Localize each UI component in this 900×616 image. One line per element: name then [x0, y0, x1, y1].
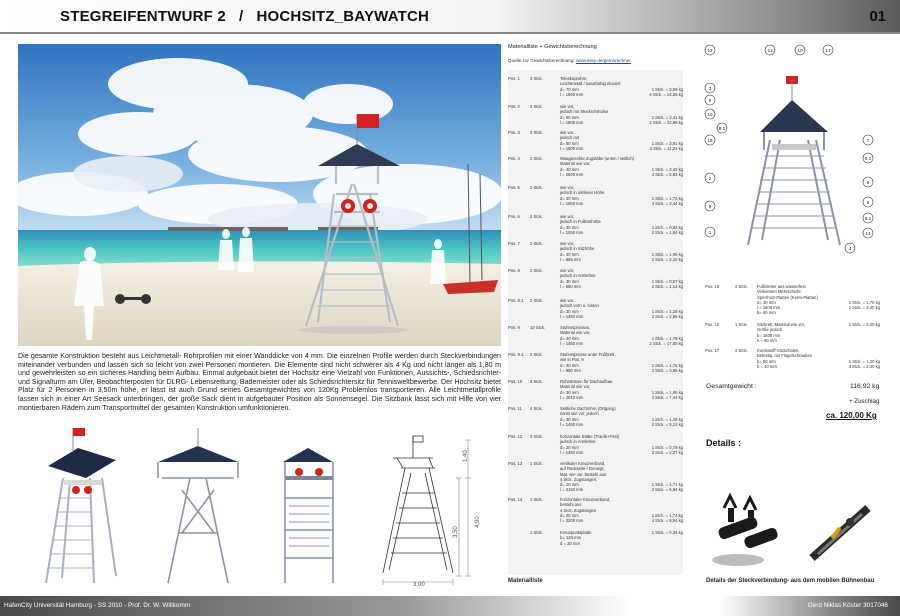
connector-detail-2	[812, 508, 868, 558]
material-desc-line: Material wie vor,	[560, 384, 591, 390]
material-desc-line: d= 30 mm	[757, 299, 776, 305]
material-pos: Pos. 13	[508, 461, 523, 466]
material-qty: 10 Stck.	[530, 325, 546, 330]
material-pos: Pos. 3	[508, 130, 520, 135]
material-table	[508, 70, 683, 575]
material-weight	[640, 185, 683, 206]
position-marker-label: 3	[708, 85, 712, 91]
dim-4-90: 4,90	[475, 516, 481, 528]
material-desc-line: l = 1450 mm	[560, 421, 584, 427]
material-desc-line: wie vor,	[560, 214, 575, 219]
material-qty: 3 Stck.	[530, 434, 543, 439]
position-marker-label: 8.1	[718, 125, 726, 131]
material-weight-line: 1 Stck. = 1,05 kg	[651, 251, 683, 257]
material-desc-line: auf Rückseite / Geneigt,	[560, 466, 605, 472]
material-pos: Pos. 17	[705, 348, 720, 353]
material-desc-line: jedoch mit	[560, 135, 580, 141]
material-qty: 2 Stck.	[530, 298, 543, 303]
material-weight	[838, 284, 880, 316]
material-weight-line: 4 Stck. = 13,86 kg	[649, 119, 683, 125]
total-weight-label: Gesamtgewicht :	[706, 383, 757, 390]
connector-detail-1	[712, 496, 779, 566]
material-desc-line: d= 40 mm	[560, 251, 579, 257]
material-desc-line: l = 950 mm	[560, 367, 581, 373]
tower-views	[18, 418, 501, 588]
material-desc-line: b= 60 mm	[757, 310, 776, 316]
material-desc-line: l = 650 mm	[560, 283, 581, 289]
material-weight-line: 1 Stck. = 1,28 kg	[651, 416, 683, 422]
material-pos: Pos. 7	[508, 241, 520, 246]
material-weight	[640, 352, 683, 373]
material-weight-line: 1 Stck. = 0,92 kg	[651, 224, 683, 230]
material-qty: 4 Stck.	[530, 406, 543, 411]
material-qty: 4 Stck.	[530, 379, 543, 384]
material-desc-line: wie vor,	[560, 298, 575, 303]
material-weight-line: 1 Stck. = 1,86 kg	[651, 389, 683, 395]
material-pos: Pos. 1	[508, 76, 520, 81]
material-desc	[560, 130, 638, 151]
material-desc-line: l = 1050 mm	[560, 229, 584, 235]
material-desc	[560, 241, 638, 262]
material-weight-line: 2 Stck. = 6,84 kg	[651, 487, 683, 493]
position-marker-label: 15	[707, 111, 713, 117]
material-weight	[640, 406, 683, 427]
material-qty: 2 Stck.	[735, 284, 748, 289]
material-qty: 2 Stck.	[530, 214, 543, 219]
material-desc-line: d= 40 mm	[560, 362, 579, 368]
header-bar	[0, 0, 900, 34]
material-desc	[560, 214, 638, 235]
material-weight-line: 2 Stck. = 5,12 kg	[651, 421, 683, 427]
position-marker-label: 12	[707, 47, 713, 53]
material-weight-line: 1 Stck. = 3,59 kg	[651, 86, 683, 92]
page-number: 01	[869, 8, 886, 25]
material-pos: Pos. 15	[705, 284, 720, 289]
material-desc-line: jedoch in Fußtrethöhe	[560, 219, 601, 225]
material-desc	[757, 322, 837, 343]
material-weight-line: 1 Stck. = 1,20 kg	[848, 358, 880, 364]
position-marker-label: 17	[825, 47, 831, 53]
material-desc-line: d= 50 mm	[560, 140, 579, 146]
source-link[interactable]: www.dorp.de/gemorechner	[575, 58, 631, 63]
material-weight-line: 4 Stck. = 11,24 kg	[649, 145, 683, 151]
material-desc	[560, 406, 638, 427]
material-desc	[560, 325, 638, 346]
material-desc-line: b= 1600 mm	[757, 332, 781, 338]
material-desc-line: Stufensprosse unter Fußbrett,	[560, 352, 616, 357]
position-marker-label: 9.1	[864, 215, 872, 221]
material-list-label: Materialliste	[508, 578, 543, 584]
material-weight-line: 1 Stck. = 3,41 kg	[651, 114, 683, 120]
material-pos: Pos. 8	[508, 268, 520, 273]
dim-3-00: 3,00	[413, 582, 425, 588]
material-desc	[560, 185, 638, 206]
material-desc	[757, 284, 837, 316]
position-marker-label: 9.1	[864, 155, 872, 161]
material-qty: 2 Stck.	[530, 156, 543, 161]
connection-details-images	[700, 488, 885, 573]
material-weight	[640, 379, 683, 400]
material-desc-line: jedoch in mittlerer Höhe	[560, 190, 605, 196]
surcharge-label: + Zuschlag	[849, 398, 880, 405]
material-desc-line: d= 40 mm	[560, 335, 579, 341]
material-desc-line: d= 20 mm	[560, 444, 579, 450]
material-desc-line: b = 40 mm	[757, 363, 777, 369]
material-weight	[640, 325, 683, 346]
material-desc-line: jedoch in Sitzhöhe	[560, 246, 595, 252]
material-desc-line: l = 2010 mm	[560, 394, 584, 400]
material-weight-line: 2 Stck. = 3,40 kg	[848, 305, 880, 311]
material-weight-line: 2 Stck. = 2,10 kg	[651, 256, 683, 262]
position-marker-label: 1	[708, 229, 712, 235]
material-desc-line: Material wie vor,	[560, 161, 591, 167]
material-desc-line: jedoch mit Steckrohrhülse	[560, 109, 609, 115]
material-desc-line: l = 2800 mm	[560, 171, 584, 177]
material-desc-line: d= 30 mm	[560, 224, 579, 230]
material-desc-line: d= 30 mm	[560, 195, 579, 201]
position-marker-label: 9	[708, 203, 712, 209]
page-title: STEGREIFENTWURF 2 / HOCHSITZ_BAYWATCH	[60, 8, 430, 25]
weight-source	[508, 58, 631, 63]
material-weight-line: 1 Stck. = 2,81 kg	[651, 140, 683, 146]
side-view	[283, 448, 333, 583]
material-desc-line: sonst wie vor, jedoch	[560, 411, 599, 417]
material-desc-line: vertikaler Kreuzverband,	[560, 461, 606, 466]
material-weight	[838, 348, 880, 369]
material-weight-line: 1 Stck. = 0,57 kg	[651, 278, 683, 284]
material-pos: Pos. 14	[508, 497, 523, 502]
total-weight-value: 116,92 kg	[850, 383, 880, 390]
material-desc-line: l = 865 mm	[560, 256, 581, 262]
material-desc-line: Material wie vor,	[560, 330, 591, 336]
material-qty: 2 Stck.	[735, 348, 748, 353]
material-weight-line: 4 Stck. = 6,94 kg	[651, 518, 683, 524]
material-qty: 4 Stck.	[530, 130, 543, 135]
material-desc-line: wie vor,	[560, 130, 575, 135]
material-pos: Pos. 16	[705, 322, 720, 327]
material-desc	[560, 379, 638, 400]
material-weight-line: 4 Stck. = 6,84 kg	[651, 171, 683, 177]
material-weight	[640, 530, 683, 546]
material-weight	[640, 214, 683, 235]
details-caption: Details der Steckverbindung- aus dem mobilen Bühnenbau	[706, 578, 875, 584]
material-desc-line: Seitliche Dachrohre (Ortgang)	[560, 406, 616, 411]
material-desc-line: d= 40 mm	[560, 166, 579, 172]
material-desc-line: Stufensprossen,	[560, 325, 591, 330]
material-qty: 1 Stck.	[735, 322, 748, 327]
material-weight	[640, 434, 683, 455]
material-pos: Pos. 2	[508, 104, 520, 109]
material-desc-line: d= 20 mm	[560, 512, 579, 518]
position-marker-label: 7	[866, 137, 870, 143]
material-weight-line: 1 Stck. = 1,78 kg	[651, 335, 683, 341]
material-weight	[640, 241, 683, 262]
material-weight-line	[640, 541, 683, 546]
position-marker-label: 10	[797, 47, 803, 53]
material-desc	[560, 352, 638, 373]
material-list-title: Materialliste + Gewichtsberechnung	[508, 44, 597, 50]
material-desc-line: Kunststoff-Sitzschalen,	[757, 348, 800, 353]
material-qty: 2 Stck.	[530, 241, 543, 246]
material-desc-line: l = 1950 mm	[560, 200, 584, 206]
material-weight	[640, 268, 683, 289]
material-desc	[560, 76, 638, 97]
position-marker-label: 4	[848, 245, 852, 251]
material-desc-line: jedoch vorn u. hinten	[560, 303, 599, 309]
material-desc-line: horizontale Stäbe (Traufe+First)	[560, 434, 620, 439]
material-desc-line: l = 3200 mm	[560, 518, 584, 524]
material-desc-line: b= 120 mm	[560, 535, 582, 541]
header-divider	[0, 32, 900, 34]
material-desc	[560, 461, 638, 493]
position-marker-label: 5	[866, 199, 870, 205]
material-desc-line: 4 Stck. Zugstangen	[560, 507, 597, 513]
material-weight-line	[838, 338, 880, 343]
footer-university: HafenCity Universität Hamburg - SS 2010 - Prof. Dr. W. Willkomm	[4, 602, 191, 609]
material-pos: Pos. 10	[508, 379, 523, 384]
material-desc-line: l = 1450 mm	[560, 449, 584, 455]
material-weight	[640, 76, 683, 97]
material-weight-line: 4 Stck. = 3,44 kg	[651, 200, 683, 206]
project-description: Die gesamte Konstruktion besteht aus Leichtmetall- Rohrprofilen mit einer Wanddicke von 4 mm. Die einzelnen Profile werden durch Steckverbindungen miteinander verbunden und lassen sich so leicht von zwei Personen montieren. Die Elemente sind nicht schwerer als 4 Kg und nicht länger als 1,80 m und gewehrleisten so ein sicheres Handling beim Aufbau. Einmal aufgebaut bietet der Hochsitz eine Vielzahl von Funktionen, Aussichts-, Schiedsrichter- und Signalturm am Ufer, Beobachterposten für DLRG- Lebensrettung, Bademeister oder als Schiedsrichtersitz für Tennisweltbewerbe. Der Hochsitz bietet Platz für 2 Personen in 3,50m höhe, er lässt ist auch Grund seines Gesamtgewichtes von 120Kg Problemlos transportieren. Alle Leichtmetallprofile lassen sich in einer Art Seesack unterbringen, der große Sack dient in aufgebauter Position als Sonnensegel. Die Sitzbank lässt sich mit Hilfe von vier montierbaren Rädern zum Transportmittel der gesamten Konstruktion umfunktionieren.	[18, 352, 501, 412]
material-weight-line: 1 Stck. = 1,70 kg	[848, 299, 880, 305]
material-desc-line: d = 30 mm	[560, 540, 580, 546]
material-desc-line: Befestig. mit Flügelschrauben	[757, 353, 813, 359]
material-pos: Pos. 9.1	[508, 352, 524, 357]
material-desc-line: l = 1800 mm	[757, 305, 781, 311]
material-pos: Pos. 4	[508, 156, 520, 161]
material-weight-line: 3 Stck. = 2,37 kg	[651, 449, 683, 455]
material-qty: 1 Stck.	[530, 530, 543, 535]
material-desc-line: Leichtmetall / naturfarbig eloxiert	[560, 81, 621, 87]
material-desc-line: Kreuzpunktplatte	[560, 530, 592, 535]
material-desc-line: Mat. wie vor, bestehl aus	[560, 471, 607, 477]
material-desc-line: Sitzbrett, Material wie vor,	[757, 322, 805, 327]
material-weight	[640, 461, 683, 493]
material-pos: Pos. 11	[508, 406, 522, 411]
material-qty: 1 Stck.	[530, 461, 543, 466]
details-title: Details :	[706, 438, 742, 448]
material-desc	[560, 298, 638, 319]
material-weight-line: 1 Stck. = 0,79 kg	[651, 444, 683, 450]
material-desc-line: horizontaler Kreuzverband,	[560, 497, 611, 502]
beach-rendering-photo	[18, 44, 501, 346]
material-desc-line: Sperrholz-Platten (Kerto-Platten)	[757, 294, 818, 300]
material-desc-line: Rohrstützen für Dachaufbau	[560, 379, 613, 384]
material-desc-line: b= 50 mm	[757, 358, 776, 364]
material-desc-line: Waagerechte Zugstäbe (unten / seitlich)	[560, 156, 635, 161]
material-weight-line: 2 Stck. = 1,84 kg	[651, 229, 683, 235]
material-qty: 4 Stck.	[530, 76, 543, 81]
material-desc	[560, 104, 638, 125]
material-desc-line: d= 30 mm	[560, 308, 579, 314]
material-desc-line: l = 1800 mm	[560, 145, 584, 151]
material-weight-line: 1 Stck. = 0,34 kg	[651, 530, 683, 535]
material-weight-line: 1 Stck. = 1,78 kg	[651, 362, 683, 368]
material-weight-line: 1 Stck. = 1,71 kg	[651, 482, 683, 488]
material-weight	[640, 298, 683, 319]
position-marker-label: 16	[707, 137, 713, 143]
material-desc-line: wie vor,	[560, 185, 575, 190]
material-weight	[640, 156, 683, 177]
material-desc-line: l = 1800 mm	[560, 119, 584, 125]
material-weight-line: 2 Stck. = 3,56 kg	[651, 367, 683, 373]
material-desc-line: d= 30 mm	[560, 389, 579, 395]
material-desc-line: bestehl aus	[560, 502, 582, 508]
material-desc-line: d= 30 mm	[560, 278, 579, 284]
material-desc	[757, 348, 837, 369]
material-weight-line: 4 Stck. = 2,40 kg	[848, 363, 880, 369]
material-weight-line: 1 Stck. = 3,40 kg	[848, 322, 880, 327]
material-weight	[640, 104, 683, 125]
material-pos: Pos. 12	[508, 434, 523, 439]
material-desc-line: l = 1450 mm	[560, 313, 584, 319]
perspective-view	[46, 428, 116, 583]
technical-drawing	[383, 436, 481, 588]
material-pos: Pos. 6	[508, 214, 520, 219]
material-desc-line: d= 20 mm	[560, 482, 579, 488]
material-weight-line: 1 Stck. = 1,74 kg	[651, 512, 683, 518]
material-weight	[838, 322, 880, 343]
position-marker-label: 8	[708, 97, 712, 103]
source-label: Quelle zur Gewichtsberechnung:	[508, 58, 575, 63]
material-weight-line: 1 Stck. = 1,72 kg	[651, 195, 683, 201]
material-desc-line: wie vor,	[560, 104, 575, 109]
material-qty: 2 Stck.	[530, 352, 543, 357]
material-desc	[560, 156, 638, 177]
dim-3-50: 3,50	[453, 526, 459, 538]
material-qty: 2 Stck.	[530, 268, 543, 273]
material-desc	[560, 530, 638, 546]
material-desc-line: d= 60 mm	[560, 114, 579, 120]
front-view	[158, 428, 238, 583]
material-pos: Pos. 8.1	[508, 298, 524, 303]
material-desc-line: l = 3150 mm	[560, 487, 584, 493]
position-marker-label: 11	[767, 47, 773, 53]
material-desc-line: jedoch in Armlehne	[560, 439, 596, 445]
material-weight-line: 1 Stck. = 3,42 kg	[651, 166, 683, 172]
position-marker-label: 14	[865, 230, 871, 236]
material-qty: 1 Stck.	[530, 497, 543, 502]
exploded-diagram	[700, 40, 885, 255]
material-weight-line: 2 Stck. = 1,14 kg	[651, 283, 683, 289]
position-marker-label: 6	[866, 179, 870, 185]
position-marker-label: 2	[708, 175, 712, 181]
material-weight-line	[838, 310, 880, 315]
material-weight-line: 2 Stck. = 17,80 kg	[649, 340, 683, 346]
material-desc-line: jedoch in Armlehne	[560, 273, 596, 279]
material-weight-line: 4 Stck. = 14,36 kg	[649, 91, 683, 97]
material-desc-line: l = 1800 mm	[560, 91, 584, 97]
material-desc	[560, 434, 638, 455]
material-weight	[640, 130, 683, 151]
material-desc-line: wie vor,	[560, 241, 575, 246]
material-desc-line: Größe jedoch	[757, 327, 783, 333]
material-desc-line: wie vor,	[560, 268, 575, 273]
material-weight-line: 1 Stck. = 1,28 kg	[651, 308, 683, 314]
footer-bar	[0, 596, 900, 616]
material-desc-line: Verleimten Mehrschicht-	[757, 289, 802, 295]
material-desc-line: wie in Pos. 9	[560, 357, 584, 363]
footer-author: Gerd Niklas Köster 3017046	[807, 602, 888, 609]
material-desc-line: 4 Stck. Zugstangen,	[560, 476, 598, 482]
material-qty: 2 Stck.	[530, 185, 543, 190]
material-desc-line: Fußbretter aus wasserfest	[757, 284, 806, 289]
material-desc-line: d= 70 mm	[560, 86, 579, 92]
material-desc-line: Teleskoprohre,	[560, 76, 588, 81]
dim-1-40: 1,40	[463, 450, 469, 462]
material-desc-line: l = 1450 mm	[560, 340, 584, 346]
material-pos: Pos. 5	[508, 185, 520, 190]
material-weight	[640, 497, 683, 523]
material-weight-line: 2 Stck. = 2,56 kg	[651, 313, 683, 319]
material-desc	[560, 268, 638, 289]
material-qty: 4 Stck.	[530, 104, 543, 109]
material-pos: Pos. 9	[508, 325, 520, 330]
material-desc-line: d= 30 mm	[560, 416, 579, 422]
approx-total: ca. 120,00 Kg	[826, 411, 877, 420]
material-desc	[560, 497, 638, 523]
material-desc-line: h = 60 mm	[757, 337, 777, 343]
material-weight-line: 2 Stck. = 7,44 kg	[651, 394, 683, 400]
